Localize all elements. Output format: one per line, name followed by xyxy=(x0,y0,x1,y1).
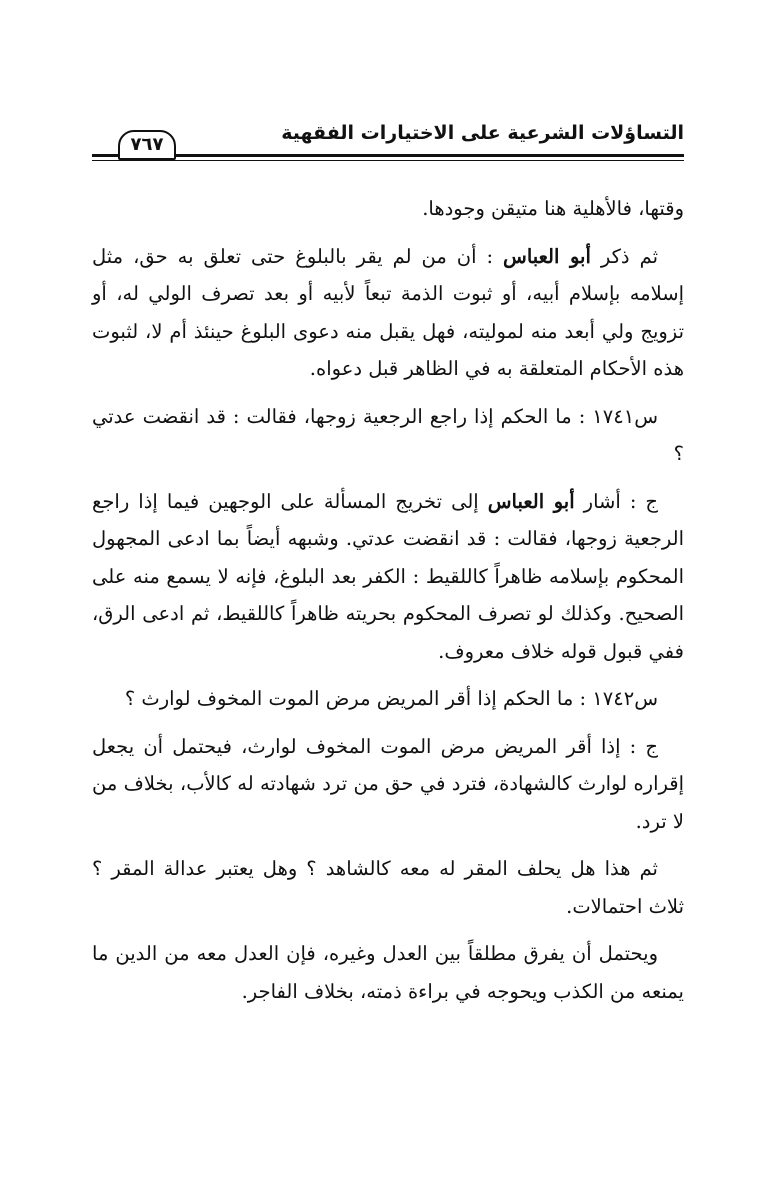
text-segment: س١٧٤٢ : ما الحكم إذا أقر المريض مرض الموت المخوف لوارث ؟ xyxy=(124,687,658,710)
header-rule-thin xyxy=(92,160,684,161)
text-segment: : أن من لم يقر بالبلوغ حتى تعلق به حق، مثل إسلامه بإسلام أبيه، أو ثبوت الذمة تبعاً لأبيه أو بعد تصرف الولي له، أو تزويج ولي أبعد منه لموليته، فهل يقبل منه دعوى البلوغ حينئذ أم لا، لثبوت هذه الأحكام المتعلقة به في الظاهر قبل دعواه. xyxy=(92,244,684,380)
bold-name: أبو العباس xyxy=(487,489,575,513)
bold-name: أبو العباس xyxy=(503,244,591,268)
text-segment: س١٧٤١ : ما الحكم إذا راجع الرجعية زوجها، فقالت : قد انقضت عدتي ؟ xyxy=(92,404,684,465)
paragraph xyxy=(92,935,684,1010)
paragraph xyxy=(92,190,684,228)
book-title: التساؤلات الشرعية على الاختيارات الفقهية xyxy=(281,122,684,144)
body-text xyxy=(92,190,684,1020)
text-segment: ج : إذا أقر المريض مرض الموت المخوف لوارث، فيحتمل أن يجعل إقراره لوارث كالشهادة، فترد في حق من ترد شهادته له كالأب، بخلاف من لا ترد. xyxy=(92,734,684,833)
paragraph xyxy=(92,728,684,841)
paragraph xyxy=(92,238,684,388)
text-segment: ثم هذا هل يحلف المقر له معه كالشاهد ؟ وهل يعتبر عدالة المقر ؟ ثلاث احتمالات. xyxy=(92,857,684,918)
paragraph xyxy=(92,483,684,671)
page-number: ٧٦٧ xyxy=(118,130,176,160)
text-segment: ج : أشار xyxy=(574,489,659,513)
running-header xyxy=(92,118,684,180)
text-segment: ويحتمل أن يفرق مطلقاً بين العدل وغيره، فإن العدل معه من الدين ما يمنعه من الكذب ويحوجه في براءة ذمته، بخلاف الفاجر. xyxy=(92,942,684,1003)
paragraph xyxy=(92,850,684,925)
paragraph xyxy=(92,398,684,473)
text-segment: وقتها، فالأهلية هنا متيقن وجودها. xyxy=(422,197,684,220)
text-segment: إلى تخريج المسألة على الوجهين فيما إذا راجع الرجعية زوجها، فقالت : قد انقضت عدتي. وشبهه أيضاً بما ادعى المجهول المحكوم بإسلامه ظاهراً كاللقيط : الكفر بعد البلوغ، فإنه لا يسمع منه على الصحيح. وكذلك لو تصرف المحكوم بحريته ظاهراً كاللقيط، ثم ادعى الرق، ففي قبول قوله خلاف معروف. xyxy=(92,489,684,663)
header-rule-thick xyxy=(92,154,684,157)
paragraph xyxy=(92,680,684,718)
text-segment: ثم ذكر xyxy=(590,244,658,268)
